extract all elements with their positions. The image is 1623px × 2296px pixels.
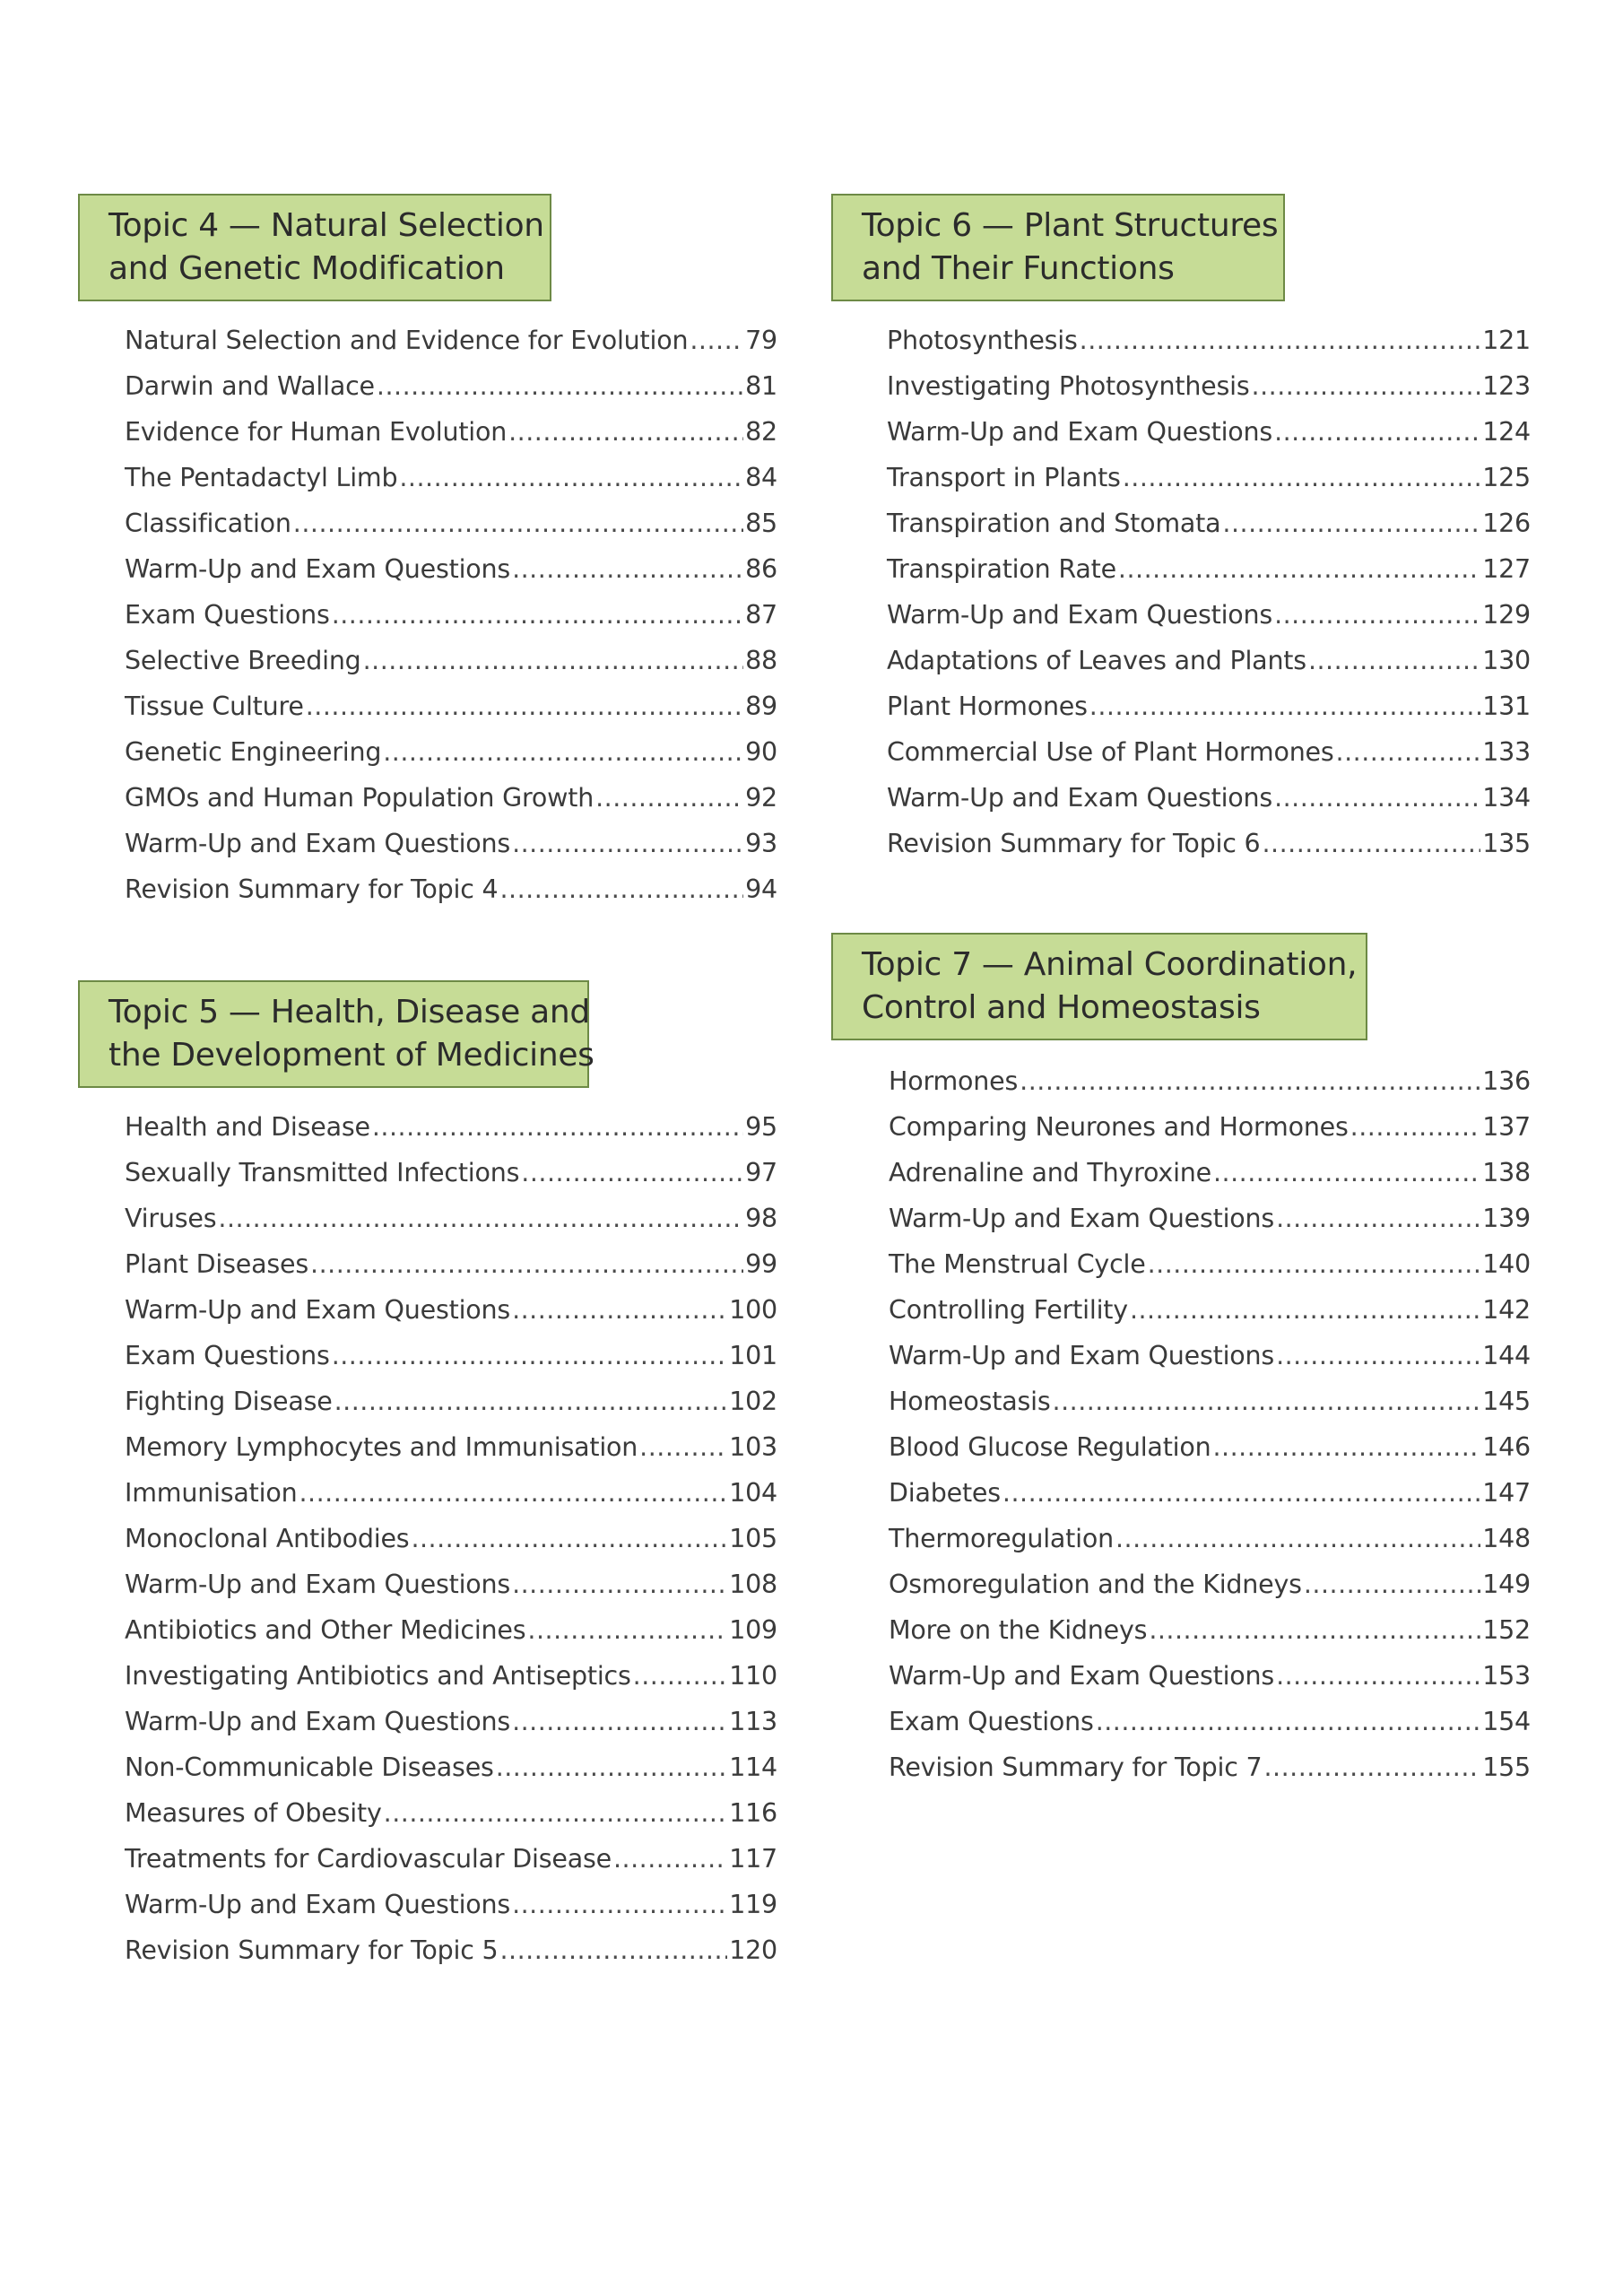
toc-dot-leader [1336, 729, 1481, 775]
toc-entry [887, 363, 1531, 409]
toc-entry [125, 729, 777, 775]
toc-entry-title: Antibiotics and Other Medicines [125, 1615, 526, 1645]
toc-entry-title: Warm-Up and Exam Questions [889, 1341, 1275, 1370]
toc-entry-title: Viruses [125, 1204, 217, 1233]
toc-entry-page-number: 139 [1482, 1204, 1531, 1233]
toc-entry [125, 592, 777, 638]
toc-entry [125, 1882, 777, 1927]
toc-entry-page-number: 84 [745, 463, 777, 492]
toc-entry [889, 1607, 1531, 1653]
toc-entry-page-number: 110 [729, 1661, 777, 1691]
toc-entry-title: Warm-Up and Exam Questions [887, 600, 1273, 630]
toc-entry [887, 729, 1531, 775]
toc-entry-title: GMOs and Human Population Growth [125, 783, 595, 813]
toc-dot-leader [512, 821, 743, 866]
toc-entry-page-number: 136 [1482, 1066, 1531, 1096]
toc-dot-leader [1252, 363, 1481, 409]
toc-entry-title: Memory Lymphocytes and Immunisation [125, 1432, 638, 1462]
topic-7-heading-line-1: Topic 7 — Animal Coordination, [862, 946, 1358, 983]
toc-entry-page-number: 98 [745, 1204, 777, 1233]
toc-entry [125, 546, 777, 592]
toc-entry-title: Tissue Culture [125, 691, 304, 721]
toc-dot-leader [1276, 1653, 1480, 1699]
toc-entry-title: Controlling Fertility [889, 1295, 1128, 1325]
toc-entry [889, 1241, 1531, 1287]
toc-dot-leader [1274, 592, 1480, 638]
topic-5-entries [125, 1104, 777, 1973]
topic-5-heading-line-1: Topic 5 — Health, Disease and [108, 994, 590, 1031]
toc-dot-leader [499, 866, 743, 912]
toc-dot-leader [1308, 638, 1480, 683]
topic-5-heading-line-2: the Development of Medicines [108, 1037, 595, 1074]
toc-dot-leader [1213, 1150, 1480, 1196]
toc-entry-title: Warm-Up and Exam Questions [887, 783, 1273, 813]
toc-dot-leader [310, 1241, 743, 1287]
toc-dot-leader [1130, 1287, 1480, 1333]
toc-entry-title: Fighting Disease [125, 1387, 333, 1416]
toc-entry-page-number: 81 [745, 371, 777, 401]
toc-dot-leader [639, 1424, 727, 1470]
toc-dot-leader [372, 1104, 743, 1150]
toc-entry [125, 1836, 777, 1882]
toc-entry-page-number: 124 [1482, 417, 1531, 447]
toc-entry [889, 1150, 1531, 1196]
toc-entry-title: Revision Summary for Topic 7 [889, 1752, 1263, 1782]
toc-entry [125, 1744, 777, 1790]
toc-dot-leader [1213, 1424, 1481, 1470]
toc-dot-leader [1096, 1699, 1481, 1744]
toc-entry-page-number: 105 [729, 1524, 777, 1553]
topic-4-heading-line-2: and Genetic Modification [108, 250, 505, 287]
toc-entry [125, 1378, 777, 1424]
toc-entry-title: Natural Selection and Evidence for Evolution [125, 326, 689, 355]
toc-entry-page-number: 144 [1482, 1341, 1531, 1370]
toc-entry [125, 1607, 777, 1653]
toc-entry [889, 1744, 1531, 1790]
toc-entry-page-number: 113 [729, 1707, 777, 1736]
topic-4-heading [78, 194, 551, 301]
toc-entry-page-number: 137 [1482, 1112, 1531, 1142]
toc-entry-title: Selective Breeding [125, 646, 361, 675]
toc-entry-page-number: 82 [745, 417, 777, 447]
toc-dot-leader [1115, 1516, 1480, 1561]
toc-entry [887, 455, 1531, 500]
toc-entry-title: Hormones [889, 1066, 1019, 1096]
toc-entry-title: Warm-Up and Exam Questions [125, 829, 511, 858]
toc-entry-title: Sexually Transmitted Infections [125, 1158, 520, 1187]
toc-entry-page-number: 138 [1482, 1158, 1531, 1187]
toc-entry [125, 1196, 777, 1241]
toc-entry [125, 1561, 777, 1607]
toc-dot-leader [306, 683, 743, 729]
topic-5-heading [78, 980, 595, 1088]
toc-dot-leader [1262, 821, 1480, 866]
toc-entry-title: Darwin and Wallace [125, 371, 375, 401]
toc-entry-title: Warm-Up and Exam Questions [125, 1707, 511, 1736]
toc-dot-leader [1053, 1378, 1481, 1424]
topic-6-section [831, 194, 1540, 866]
toc-entry-title: Diabetes [889, 1478, 1001, 1508]
toc-entry-page-number: 155 [1482, 1752, 1531, 1782]
toc-entry-page-number: 101 [729, 1341, 777, 1370]
toc-dot-leader [1304, 1561, 1480, 1607]
toc-dot-leader [1276, 1333, 1480, 1378]
toc-entry-page-number: 117 [729, 1844, 777, 1874]
toc-dot-leader [384, 1790, 728, 1836]
toc-entry-page-number: 108 [729, 1570, 777, 1599]
toc-entry-title: Immunisation [125, 1478, 298, 1508]
toc-entry-title: More on the Kidneys [889, 1615, 1148, 1645]
toc-entry [125, 866, 777, 912]
toc-dot-leader [690, 317, 743, 363]
toc-entry [125, 1333, 777, 1378]
topic-4-section [78, 194, 777, 912]
toc-entry-page-number: 97 [745, 1158, 777, 1187]
toc-dot-leader [496, 1744, 728, 1790]
toc-entry-title: Blood Glucose Regulation [889, 1432, 1211, 1462]
toc-entry-title: Warm-Up and Exam Questions [889, 1661, 1275, 1691]
topic-7-section [831, 933, 1540, 1790]
toc-entry [125, 1790, 777, 1836]
toc-dot-leader [411, 1516, 727, 1561]
toc-entry [125, 1241, 777, 1287]
toc-dot-leader [1263, 1744, 1480, 1790]
toc-entry [125, 775, 777, 821]
toc-entry-page-number: 149 [1482, 1570, 1531, 1599]
toc-entry-page-number: 103 [729, 1432, 777, 1462]
toc-dot-leader [1276, 1196, 1480, 1241]
toc-entry [887, 638, 1531, 683]
toc-dot-leader [508, 409, 743, 455]
toc-dot-leader [1222, 500, 1480, 546]
toc-dot-leader [512, 1882, 727, 1927]
toc-entry-page-number: 121 [1482, 326, 1531, 355]
toc-dot-leader [332, 1333, 728, 1378]
toc-entry-title: Transpiration Rate [887, 554, 1116, 584]
toc-entry-title: Transport in Plants [887, 463, 1121, 492]
toc-entry-title: Non-Communicable Diseases [125, 1752, 494, 1782]
toc-entry [889, 1653, 1531, 1699]
toc-entry-title: Photosynthesis [887, 326, 1078, 355]
toc-entry-title: Adaptations of Leaves and Plants [887, 646, 1306, 675]
toc-entry-page-number: 79 [745, 326, 777, 355]
toc-entry [889, 1058, 1531, 1104]
toc-entry-page-number: 89 [745, 691, 777, 721]
toc-dot-leader [521, 1150, 743, 1196]
toc-entry [125, 500, 777, 546]
toc-dot-leader [1080, 317, 1481, 363]
toc-entry-page-number: 125 [1482, 463, 1531, 492]
toc-entry-title: Investigating Photosynthesis [887, 371, 1250, 401]
toc-entry-page-number: 94 [745, 874, 777, 904]
toc-entry-page-number: 142 [1482, 1295, 1531, 1325]
toc-entry [125, 638, 777, 683]
toc-entry-page-number: 93 [745, 829, 777, 858]
toc-dot-leader [1274, 409, 1480, 455]
toc-entry [887, 409, 1531, 455]
toc-entry-page-number: 109 [729, 1615, 777, 1645]
toc-entry-page-number: 119 [729, 1890, 777, 1919]
toc-entry-page-number: 147 [1482, 1478, 1531, 1508]
toc-entry-title: Revision Summary for Topic 6 [887, 829, 1261, 858]
toc-entry-page-number: 129 [1482, 600, 1531, 630]
toc-entry-page-number: 99 [745, 1249, 777, 1279]
toc-dot-leader [633, 1653, 728, 1699]
toc-entry [125, 1150, 777, 1196]
toc-entry-title: Genetic Engineering [125, 737, 382, 767]
toc-entry-page-number: 146 [1482, 1432, 1531, 1462]
toc-dot-leader [299, 1470, 727, 1516]
toc-dot-leader [595, 775, 743, 821]
toc-entry-page-number: 130 [1482, 646, 1531, 675]
toc-entry [889, 1196, 1531, 1241]
right-column [831, 0, 1540, 2296]
toc-dot-leader [613, 1836, 727, 1882]
topic-7-heading [831, 933, 1367, 1040]
toc-entry-title: Exam Questions [125, 600, 330, 630]
topic-4-heading-line-1: Topic 4 — Natural Selection [108, 207, 544, 244]
toc-dot-leader [1089, 683, 1480, 729]
toc-entry-page-number: 90 [745, 737, 777, 767]
toc-entry-title: Transpiration and Stomata [887, 509, 1221, 538]
toc-entry-page-number: 127 [1482, 554, 1531, 584]
toc-entry-page-number: 116 [729, 1798, 777, 1828]
toc-entry-page-number: 104 [729, 1478, 777, 1508]
toc-dot-leader [512, 546, 743, 592]
toc-dot-leader [363, 638, 744, 683]
toc-entry-title: Investigating Antibiotics and Antiseptics [125, 1661, 631, 1691]
toc-entry-title: Revision Summary for Topic 4 [125, 874, 499, 904]
toc-entry [125, 363, 777, 409]
toc-entry [125, 409, 777, 455]
toc-entry-title: Exam Questions [125, 1341, 330, 1370]
toc-entry-title: Exam Questions [889, 1707, 1094, 1736]
toc-entry [889, 1699, 1531, 1744]
toc-dot-leader [1002, 1470, 1480, 1516]
toc-entry-title: Homeostasis [889, 1387, 1051, 1416]
toc-entry-page-number: 154 [1482, 1707, 1531, 1736]
toc-entry [125, 1424, 777, 1470]
toc-entry [125, 317, 777, 363]
toc-dot-leader [1123, 455, 1480, 500]
toc-dot-leader [1350, 1104, 1481, 1150]
toc-dot-leader [332, 592, 743, 638]
toc-entry-page-number: 86 [745, 554, 777, 584]
toc-entry-page-number: 87 [745, 600, 777, 630]
toc-entry [125, 1287, 777, 1333]
toc-entry [125, 1927, 777, 1973]
toc-entry [887, 775, 1531, 821]
toc-entry-title: Commercial Use of Plant Hormones [887, 737, 1334, 767]
toc-entry-page-number: 133 [1482, 737, 1531, 767]
toc-entry-title: Warm-Up and Exam Questions [125, 1295, 511, 1325]
toc-entry [125, 1516, 777, 1561]
toc-dot-leader [1148, 1241, 1481, 1287]
toc-entry [889, 1470, 1531, 1516]
toc-entry [889, 1516, 1531, 1561]
toc-entry-title: Classification [125, 509, 291, 538]
toc-dot-leader [499, 1927, 727, 1973]
toc-entry [887, 500, 1531, 546]
toc-entry-page-number: 135 [1482, 829, 1531, 858]
toc-entry [889, 1333, 1531, 1378]
toc-entry-title: Health and Disease [125, 1112, 370, 1142]
toc-dot-leader [377, 363, 743, 409]
toc-entry-title: Warm-Up and Exam Questions [125, 1570, 511, 1599]
toc-entry-page-number: 92 [745, 783, 777, 813]
topic-6-heading-line-2: and Their Functions [862, 250, 1175, 287]
toc-entry-page-number: 145 [1482, 1387, 1531, 1416]
topic-4-entries [125, 317, 777, 912]
toc-entry-page-number: 100 [729, 1295, 777, 1325]
topic-7-heading-line-2: Control and Homeostasis [862, 989, 1261, 1026]
toc-entry-title: Monoclonal Antibodies [125, 1524, 410, 1553]
toc-entry-page-number: 102 [729, 1387, 777, 1416]
toc-entry [887, 546, 1531, 592]
toc-dot-leader [512, 1561, 727, 1607]
toc-dot-leader [334, 1378, 728, 1424]
toc-entry [125, 1699, 777, 1744]
toc-entry-title: Warm-Up and Exam Questions [125, 1890, 511, 1919]
toc-entry [887, 317, 1531, 363]
toc-entry-page-number: 152 [1482, 1615, 1531, 1645]
toc-entry-title: Warm-Up and Exam Questions [887, 417, 1273, 447]
toc-entry-title: Revision Summary for Topic 5 [125, 1935, 499, 1965]
toc-entry-title: Osmoregulation and the Kidneys [889, 1570, 1302, 1599]
topic-6-entries [887, 317, 1531, 866]
toc-entry-title: Comparing Neurones and Hormones [889, 1112, 1349, 1142]
toc-entry-title: Warm-Up and Exam Questions [125, 554, 511, 584]
toc-entry-page-number: 126 [1482, 509, 1531, 538]
toc-entry-title: The Menstrual Cycle [889, 1249, 1146, 1279]
toc-entry-title: The Pentadactyl Limb [125, 463, 398, 492]
toc-dot-leader [1149, 1607, 1480, 1653]
toc-dot-leader [527, 1607, 727, 1653]
toc-entry [889, 1287, 1531, 1333]
toc-entry-page-number: 123 [1482, 371, 1531, 401]
toc-entry-page-number: 148 [1482, 1524, 1531, 1553]
toc-entry-page-number: 120 [729, 1935, 777, 1965]
toc-dot-leader [1274, 775, 1480, 821]
toc-entry-page-number: 131 [1482, 691, 1531, 721]
toc-dot-leader [293, 500, 743, 546]
toc-entry-title: Evidence for Human Evolution [125, 417, 508, 447]
toc-dot-leader [512, 1699, 727, 1744]
toc-entry [889, 1561, 1531, 1607]
left-column [78, 0, 777, 2296]
toc-dot-leader [1118, 546, 1480, 592]
toc-entry [125, 821, 777, 866]
toc-entry-page-number: 95 [745, 1112, 777, 1142]
toc-entry-page-number: 153 [1482, 1661, 1531, 1691]
toc-entry-title: Adrenaline and Thyroxine [889, 1158, 1211, 1187]
toc-entry-page-number: 134 [1482, 783, 1531, 813]
toc-entry-title: Warm-Up and Exam Questions [889, 1204, 1275, 1233]
toc-dot-leader [218, 1196, 743, 1241]
toc-entry-title: Plant Hormones [887, 691, 1088, 721]
toc-entry-title: Measures of Obesity [125, 1798, 382, 1828]
toc-entry-page-number: 85 [745, 509, 777, 538]
toc-entry [889, 1378, 1531, 1424]
toc-entry [887, 592, 1531, 638]
topic-6-heading [831, 194, 1285, 301]
topic-6-heading-line-1: Topic 6 — Plant Structures [862, 207, 1279, 244]
toc-entry-page-number: 140 [1482, 1249, 1531, 1279]
toc-entry-title: Plant Diseases [125, 1249, 309, 1279]
toc-entry [125, 455, 777, 500]
toc-entry-title: Thermoregulation [889, 1524, 1114, 1553]
toc-entry [889, 1424, 1531, 1470]
topic-5-section [78, 980, 777, 1973]
toc-entry [125, 683, 777, 729]
toc-dot-leader [383, 729, 743, 775]
toc-entry-page-number: 114 [729, 1752, 777, 1782]
toc-dot-leader [1020, 1058, 1480, 1104]
toc-entry-title: Treatments for Cardiovascular Disease [125, 1844, 612, 1874]
topic-7-entries [889, 1058, 1531, 1790]
toc-entry [125, 1104, 777, 1150]
toc-entry [125, 1470, 777, 1516]
toc-entry [887, 683, 1531, 729]
toc-entry [887, 821, 1531, 866]
toc-entry [125, 1653, 777, 1699]
toc-dot-leader [399, 455, 743, 500]
toc-entry-page-number: 88 [745, 646, 777, 675]
toc-entry [889, 1104, 1531, 1150]
toc-dot-leader [512, 1287, 727, 1333]
